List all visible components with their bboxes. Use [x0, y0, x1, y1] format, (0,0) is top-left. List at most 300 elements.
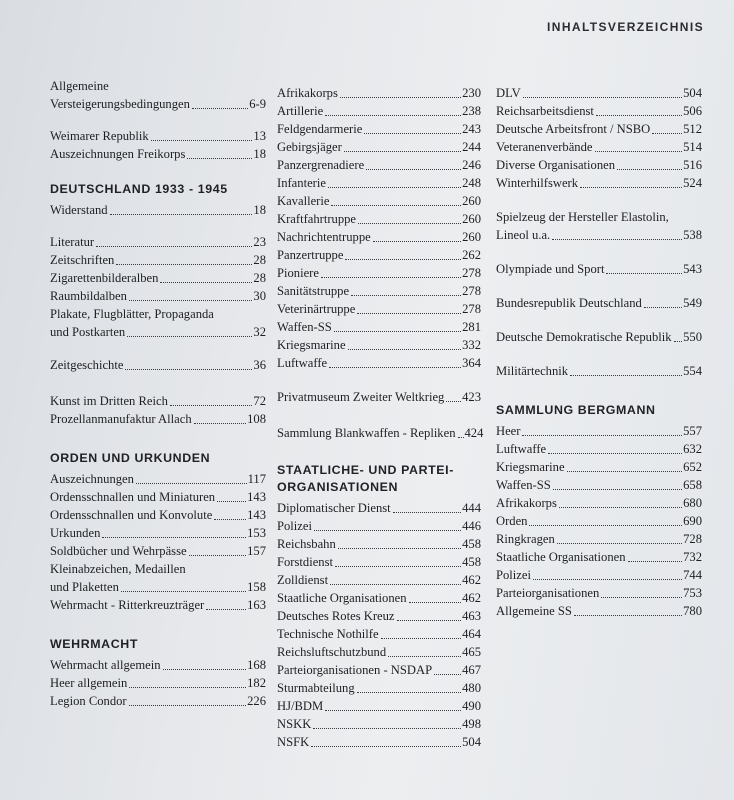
toc-entry-label: Reichsbahn: [277, 537, 336, 551]
dot-leader: [344, 151, 461, 152]
toc-entry-line: [50, 323, 266, 341]
toc-entry-page: 143: [247, 490, 266, 504]
toc-entry-label: Ordensschnallen und Miniaturen: [50, 490, 216, 504]
toc-entry-label: DLV: [496, 86, 521, 100]
toc-entry: [50, 506, 266, 524]
dot-leader: [160, 282, 252, 283]
toc-entry-label: Ordensschnallen und Konvolute: [50, 508, 213, 522]
toc-entry-label: Ringkragen: [496, 532, 555, 546]
toc-entry-page: 28: [253, 271, 266, 285]
toc-entry: [496, 422, 702, 440]
dot-leader: [121, 591, 246, 592]
toc-entry-page: 143: [247, 508, 266, 522]
toc-entry: [496, 566, 702, 584]
toc-entry-label: Technische Nothilfe: [277, 627, 379, 641]
toc-entry-page: 6-9: [249, 97, 266, 111]
toc-entry-page: 504: [683, 86, 702, 100]
toc-entry-label: Polizei: [277, 519, 312, 533]
toc-entry: [496, 512, 702, 530]
toc-entry-page: 278: [462, 266, 481, 280]
toc-entry-page: 465: [462, 645, 481, 659]
toc-entry-label: HJ/BDM: [277, 699, 324, 713]
toc-entry-label: Urkunden: [50, 526, 101, 540]
dot-leader: [351, 295, 461, 296]
page-running-head: INHALTSVERZEICHNIS: [547, 20, 704, 34]
toc-entry: [277, 102, 481, 120]
toc-entry: [50, 560, 266, 596]
toc-entry-page: 238: [462, 104, 481, 118]
toc-entry-label: Auszeichnungen: [50, 472, 134, 486]
toc-entry-label: Lineol u.a.: [496, 228, 551, 242]
toc-entry-label: Zeitschriften: [50, 253, 115, 267]
toc-entry-label: Versteigerungsbedingungen: [50, 97, 190, 111]
dot-leader: [570, 375, 682, 376]
dot-leader: [523, 97, 682, 98]
toc-entry-label: Zolldienst: [277, 573, 329, 587]
toc-entry: [277, 499, 481, 517]
dot-leader: [458, 437, 464, 438]
dot-leader: [617, 169, 682, 170]
toc-entry: [50, 77, 266, 113]
spacer: [50, 374, 266, 392]
toc-entry-page: 780: [683, 604, 702, 618]
toc-entry-label: Wehrmacht allgemein: [50, 658, 161, 672]
toc-entry-page: 262: [462, 248, 481, 262]
dot-leader: [338, 548, 461, 549]
toc-entry-label: Prozellanmanufaktur Allach: [50, 412, 192, 426]
dot-leader: [110, 214, 253, 215]
toc-entry: [50, 596, 266, 614]
toc-entry-label: Feldgendarmerie: [277, 122, 363, 136]
toc-entry: [277, 661, 481, 679]
dot-leader: [409, 602, 462, 603]
toc-column-1: [50, 77, 266, 710]
toc-entry-label: Luftwaffe: [496, 442, 547, 456]
toc-entry-label: Waffen-SS: [496, 478, 551, 492]
spacer: [496, 312, 702, 328]
toc-entry: [277, 589, 481, 607]
toc-entry-label: Veterinärtruppe: [277, 302, 356, 316]
toc-entry-page: 260: [462, 212, 481, 226]
toc-entry-label: Privatmuseum Zweiter Weltkrieg: [277, 390, 445, 404]
toc-entry: [496, 530, 702, 548]
dot-leader: [552, 239, 682, 240]
toc-entry: [277, 282, 481, 300]
toc-entry-page: 72: [253, 394, 266, 408]
toc-entry-label: Panzergrenadiere: [277, 158, 365, 172]
spacer: [50, 341, 266, 356]
toc-entry: [277, 228, 481, 246]
toc-entry-page: 480: [462, 681, 481, 695]
toc-entry-label: Spielzeug der Hersteller Elastolin,: [496, 210, 669, 224]
toc-entry-label: NSKK: [277, 717, 312, 731]
toc-entry-label: Kriegsmarine: [277, 338, 346, 352]
toc-entry-label: Reichsluftschutzbund: [277, 645, 387, 659]
toc-entry: [496, 602, 702, 620]
toc-entry-label: Soldbücher und Wehrpässe: [50, 544, 187, 558]
toc-entry: [50, 488, 266, 506]
toc-entry: [277, 264, 481, 282]
dot-leader: [596, 115, 682, 116]
toc-entry: [50, 656, 266, 674]
toc-entry-label: Infanterie: [277, 176, 326, 190]
toc-entry-label: NSFK: [277, 735, 310, 749]
dot-leader: [311, 746, 461, 747]
dot-leader: [674, 341, 683, 342]
dot-leader: [357, 313, 461, 314]
dot-leader: [129, 687, 246, 688]
dot-leader: [129, 300, 252, 301]
toc-entry-label: Bundesrepublik Deutschland: [496, 296, 642, 310]
toc-entry-page: 462: [462, 573, 481, 587]
toc-entry-label: Olympiade und Sport: [496, 262, 605, 276]
toc-entry: [496, 362, 702, 380]
toc-entry-page: 549: [683, 296, 702, 310]
toc-entry: [496, 294, 702, 312]
toc-entry: [50, 356, 266, 374]
dot-leader: [217, 501, 246, 502]
toc-entry-label: Raumbildalben: [50, 289, 127, 303]
toc-entry-page: 158: [247, 580, 266, 594]
dot-leader: [313, 728, 461, 729]
toc-entry-page: 467: [462, 663, 481, 677]
dot-leader: [96, 246, 252, 247]
toc-entry: [277, 571, 481, 589]
toc-entry-label: Orden: [496, 514, 528, 528]
toc-entry-label: Kraftfahrtruppe: [277, 212, 357, 226]
dot-leader: [644, 307, 682, 308]
toc-entry: [277, 697, 481, 715]
toc-entry-page: 652: [683, 460, 702, 474]
toc-entry-label: Parteiorganisationen - NSDAP: [277, 663, 433, 677]
dot-leader: [548, 453, 682, 454]
toc-entry-label: Panzertruppe: [277, 248, 344, 262]
toc-entry-page: 557: [683, 424, 702, 438]
toc-entry-label: Kriegsmarine: [496, 460, 565, 474]
toc-entry-page: 163: [247, 598, 266, 612]
toc-entry-label: Deutsche Demokratische Republik: [496, 330, 672, 344]
dot-leader: [574, 615, 682, 616]
dot-leader: [358, 223, 461, 224]
toc-entry-page: 153: [247, 526, 266, 540]
toc-entry-page: 248: [462, 176, 481, 190]
spacer: [50, 428, 266, 450]
toc-entry-page: 690: [683, 514, 702, 528]
dot-leader: [446, 401, 461, 402]
toc-entry: [496, 84, 702, 102]
toc-entry-page: 36: [253, 358, 266, 372]
toc-entry-page: 281: [462, 320, 481, 334]
toc-entry: [496, 138, 702, 156]
dot-leader: [434, 674, 461, 675]
dot-leader: [366, 169, 461, 170]
toc-entry: [496, 328, 702, 346]
dot-leader: [116, 264, 252, 265]
spacer: [277, 406, 481, 424]
toc-entry: [50, 392, 266, 410]
toc-entry-label: Luftwaffe: [277, 356, 328, 370]
toc-entry: [277, 715, 481, 733]
toc-entry-page: 658: [683, 478, 702, 492]
spacer: [50, 113, 266, 127]
toc-entry-label: Sturmabteilung: [277, 681, 355, 695]
spacer: [50, 219, 266, 233]
toc-entry-label: Literatur: [50, 235, 95, 249]
dot-leader: [652, 133, 682, 134]
toc-entry-page: 538: [683, 228, 702, 242]
spacer: [277, 372, 481, 388]
toc-entry: [50, 674, 266, 692]
toc-entry: [277, 535, 481, 553]
toc-entry-page: 226: [247, 694, 266, 708]
toc-entry-label: Veteranenverbände: [496, 140, 593, 154]
toc-entry: [277, 336, 481, 354]
toc-entry-line: [50, 95, 266, 113]
toc-entry-label: Kunst im Dritten Reich: [50, 394, 168, 408]
toc-entry: [496, 156, 702, 174]
toc-entry: [277, 517, 481, 535]
dot-leader: [321, 277, 461, 278]
toc-entry: [50, 692, 266, 710]
dot-leader: [397, 620, 462, 621]
toc-entry-page: 458: [462, 555, 481, 569]
toc-entry-label: Deutsches Rotes Kreuz: [277, 609, 395, 623]
toc-entry-label: Heer: [496, 424, 521, 438]
toc-entry-page: 30: [253, 289, 266, 303]
toc-entry-page: 554: [683, 364, 702, 378]
toc-entry-page: 444: [462, 501, 481, 515]
toc-entry: [50, 305, 266, 341]
toc-entry-label: Artillerie: [277, 104, 324, 118]
toc-column-2: [277, 84, 484, 751]
toc-entry: [277, 300, 481, 318]
dot-leader: [163, 669, 247, 670]
toc-entry-page: 458: [462, 537, 481, 551]
toc-entry: [496, 458, 702, 476]
dot-leader: [580, 187, 682, 188]
toc-entry-label: Auszeichnungen Freikorps: [50, 147, 186, 161]
dot-leader: [125, 369, 252, 370]
toc-entry-page: 680: [683, 496, 702, 510]
toc-entry: [277, 318, 481, 336]
dot-leader: [129, 705, 247, 706]
toc-entry-page: 543: [683, 262, 702, 276]
dot-leader: [345, 259, 461, 260]
dot-leader: [529, 525, 682, 526]
toc-entry-page: 260: [462, 194, 481, 208]
toc-entry-page: 490: [462, 699, 481, 713]
toc-entry: [277, 192, 481, 210]
toc-entry-page: 244: [462, 140, 481, 154]
dot-leader: [393, 512, 461, 513]
section-heading: DEUTSCHLAND 1933 - 1945: [50, 182, 228, 196]
dot-leader: [559, 507, 682, 508]
toc-entry-page: 506: [683, 104, 702, 118]
toc-entry-label: Zigarettenbilderalben: [50, 271, 159, 285]
dot-leader: [373, 241, 461, 242]
toc-entry: [496, 208, 702, 244]
toc-entry: [496, 494, 702, 512]
toc-entry-line: [496, 226, 702, 244]
toc-entry-page: 732: [683, 550, 702, 564]
spacer: [496, 346, 702, 362]
toc-entry: [496, 260, 702, 278]
dot-leader: [192, 108, 248, 109]
dot-leader: [194, 423, 246, 424]
toc-entry-label: Deutsche Arbeitsfront / NSBO: [496, 122, 651, 136]
toc-entry-page: 424: [464, 426, 484, 440]
dot-leader: [187, 158, 252, 159]
toc-entry: [277, 607, 481, 625]
dot-leader: [170, 405, 253, 406]
toc-entry-label: Parteiorganisationen: [496, 586, 600, 600]
dot-leader: [206, 609, 246, 610]
dot-leader: [127, 336, 252, 337]
toc-entry-label: Sammlung Blankwaffen - Repliken: [277, 426, 456, 440]
dot-leader: [334, 331, 461, 332]
toc-entry: [50, 201, 266, 219]
toc-entry: [277, 120, 481, 138]
toc-entry: [277, 156, 481, 174]
toc-entry: [277, 388, 481, 406]
toc-entry-label: Plakate, Flugblätter, Propaganda: [50, 307, 214, 321]
toc-entry-label: Diverse Organisationen: [496, 158, 616, 172]
toc-entry-label: und Plaketten: [50, 580, 119, 594]
toc-entry: [50, 127, 266, 145]
spacer: [277, 442, 481, 462]
dot-leader: [328, 187, 461, 188]
spacer: [496, 192, 702, 208]
section-heading: ORDEN UND URKUNDEN: [50, 451, 211, 465]
toc-entry-page: 182: [247, 676, 266, 690]
toc-entry: [277, 210, 481, 228]
toc-entry-label: Reichsarbeitsdienst: [496, 104, 594, 118]
toc-entry-label: Kleinabzeichen, Medaillen: [50, 562, 186, 576]
toc-entry-page: 462: [462, 591, 481, 605]
toc-entry: [277, 246, 481, 264]
dot-leader: [601, 597, 682, 598]
spacer: [496, 278, 702, 294]
toc-entry-label: Legion Condor: [50, 694, 127, 708]
toc-entry: [277, 679, 481, 697]
toc-entry: [496, 440, 702, 458]
dot-leader: [151, 140, 253, 141]
dot-leader: [348, 349, 462, 350]
toc-entry-page: 32: [253, 325, 266, 339]
toc-entry: [277, 354, 481, 372]
toc-entry-page: 514: [683, 140, 702, 154]
dot-leader: [557, 543, 682, 544]
toc-entry: [50, 145, 266, 163]
dot-leader: [364, 133, 461, 134]
toc-entry-label: Diplomatischer Dienst: [277, 501, 391, 515]
toc-entry-label: Weimarer Republik: [50, 129, 149, 143]
toc-entry-label: Wehrmacht - Ritterkreuzträger: [50, 598, 205, 612]
toc-entry-label: Polizei: [496, 568, 531, 582]
toc-entry: [277, 138, 481, 156]
toc-entry-label: Gebirgsjäger: [277, 140, 342, 154]
dot-leader: [331, 205, 461, 206]
toc-entry: [50, 251, 266, 269]
toc-entry: [50, 410, 266, 428]
toc-entry-page: 168: [247, 658, 266, 672]
toc-entry: [496, 102, 702, 120]
dot-leader: [314, 530, 461, 531]
dot-leader: [533, 579, 682, 580]
toc-entry: [277, 625, 481, 643]
toc-entry-page: 230: [462, 86, 481, 100]
toc-entry-label: Afrikakorps: [496, 496, 557, 510]
toc-entry-label: und Postkarten: [50, 325, 126, 339]
toc-entry-label: Widerstand: [50, 203, 108, 217]
dot-leader: [357, 692, 461, 693]
toc-entry-label: Winterhilfswerk: [496, 176, 579, 190]
toc-entry: [50, 233, 266, 251]
toc-entry: [277, 553, 481, 571]
toc-entry-page: 18: [253, 147, 266, 161]
toc-entry-page: 498: [462, 717, 481, 731]
toc-entry-label: Kavallerie: [277, 194, 330, 208]
toc-entry: [50, 287, 266, 305]
dot-leader: [553, 489, 682, 490]
dot-leader: [329, 367, 461, 368]
toc-entry-page: 18: [253, 203, 266, 217]
dot-leader: [567, 471, 683, 472]
toc-entry-label: Allgemeine: [50, 79, 109, 93]
dot-leader: [606, 273, 682, 274]
toc-entry: [277, 643, 481, 661]
toc-entry-page: 464: [462, 627, 481, 641]
dot-leader: [388, 656, 461, 657]
toc-entry-label: Sanitätstruppe: [277, 284, 350, 298]
dot-leader: [381, 638, 462, 639]
toc-entry-page: 446: [462, 519, 481, 533]
dot-leader: [325, 710, 461, 711]
dot-leader: [102, 537, 246, 538]
toc-entry-label: Nachrichtentruppe: [277, 230, 371, 244]
dot-leader: [214, 519, 246, 520]
toc-entry-page: 278: [462, 284, 481, 298]
dot-leader: [340, 97, 461, 98]
toc-entry-page: 423: [462, 390, 481, 404]
toc-entry-page: 157: [247, 544, 266, 558]
toc-entry: [496, 174, 702, 192]
toc-entry-page: 550: [683, 330, 702, 344]
toc-entry: [50, 269, 266, 287]
toc-entry: [277, 84, 481, 102]
toc-entry-label: Afrikakorps: [277, 86, 338, 100]
toc-entry-page: 332: [462, 338, 481, 352]
toc-entry: [496, 476, 702, 494]
dot-leader: [136, 483, 247, 484]
toc-entry: [277, 174, 481, 192]
toc-entry-label: Staatliche Organisationen: [277, 591, 407, 605]
toc-entry-label: Forstdienst: [277, 555, 333, 569]
toc-entry: [496, 120, 702, 138]
spacer: [50, 614, 266, 636]
section-heading: SAMMLUNG BERGMANN: [496, 403, 656, 417]
toc-entry-page: 728: [683, 532, 702, 546]
toc-entry-page: 463: [462, 609, 481, 623]
toc-entry-page: 108: [247, 412, 266, 426]
dot-leader: [595, 151, 683, 152]
dot-leader: [335, 566, 461, 567]
toc-entry: [50, 542, 266, 560]
section-heading: STAATLICHE- UND PARTEI-: [277, 463, 454, 477]
toc-entry-page: 632: [683, 442, 702, 456]
section-heading: WEHRMACHT: [50, 637, 138, 651]
toc-entry-label: Zeitgeschichte: [50, 358, 124, 372]
